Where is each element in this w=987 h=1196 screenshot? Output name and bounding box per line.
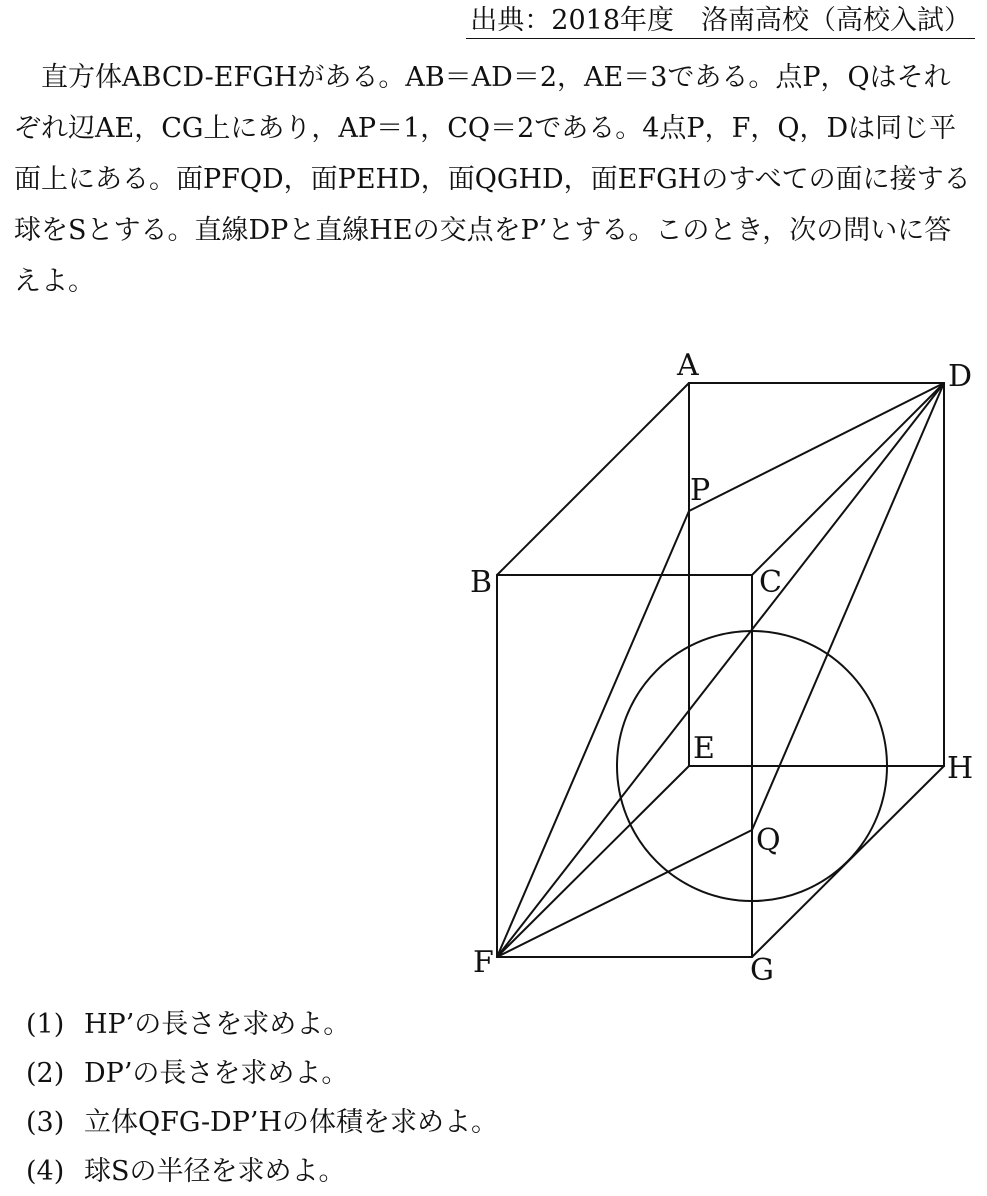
segment-pf <box>497 511 689 957</box>
question-item <box>26 1049 498 1098</box>
label-g: G <box>750 953 774 988</box>
question-item <box>26 1000 498 1049</box>
label-e: E <box>693 731 715 766</box>
question-number: (4) <box>26 1156 65 1187</box>
problem-statement: 直方体ABCD-EFGHがある。AB＝AD＝2，AE＝3である。点P，Qはそれぞれ辺AE，CG上にあり，AP＝1，CQ＝2である。4点P，F，Q，Dは同じ平面上にある。面PFQD，面PEHD，面QGHD，面EFGHのすべての面に接する球をSとする。直線DPと直線HEの交点をP’とする。このとき，次の問いに答えよ。 <box>14 62 971 297</box>
edge-ef <box>497 766 689 957</box>
source-citation: 出典：2018年度 洛南高校（高校入試） <box>466 4 975 39</box>
label-b: B <box>470 565 493 600</box>
question-number: (1) <box>26 1009 65 1040</box>
question-text: 球Sの半径を求めよ。 <box>84 1156 346 1187</box>
question-list <box>26 1000 498 1196</box>
question-number: (2) <box>26 1058 65 1089</box>
question-text: DP’の長さを求めよ。 <box>84 1058 349 1089</box>
label-p: P <box>690 473 711 508</box>
question-number: (3) <box>26 1107 65 1138</box>
label-a: A <box>677 348 699 383</box>
segment-dp <box>689 383 944 511</box>
label-q: Q <box>756 823 781 858</box>
edge-ab <box>497 383 689 575</box>
question-text: 立体QFG-DP’Hの体積を求めよ。 <box>84 1107 499 1138</box>
segment-fd <box>497 383 944 957</box>
label-h: H <box>947 751 974 786</box>
question-text: HP’の長さを求めよ。 <box>84 1009 351 1040</box>
label-d: D <box>948 359 973 394</box>
question-item <box>26 1147 498 1196</box>
segment-fq <box>497 830 752 957</box>
segment-qd <box>752 383 944 830</box>
question-item <box>26 1098 498 1147</box>
label-c: C <box>759 565 782 600</box>
edge-dc <box>752 383 944 575</box>
label-f: F <box>473 945 494 980</box>
